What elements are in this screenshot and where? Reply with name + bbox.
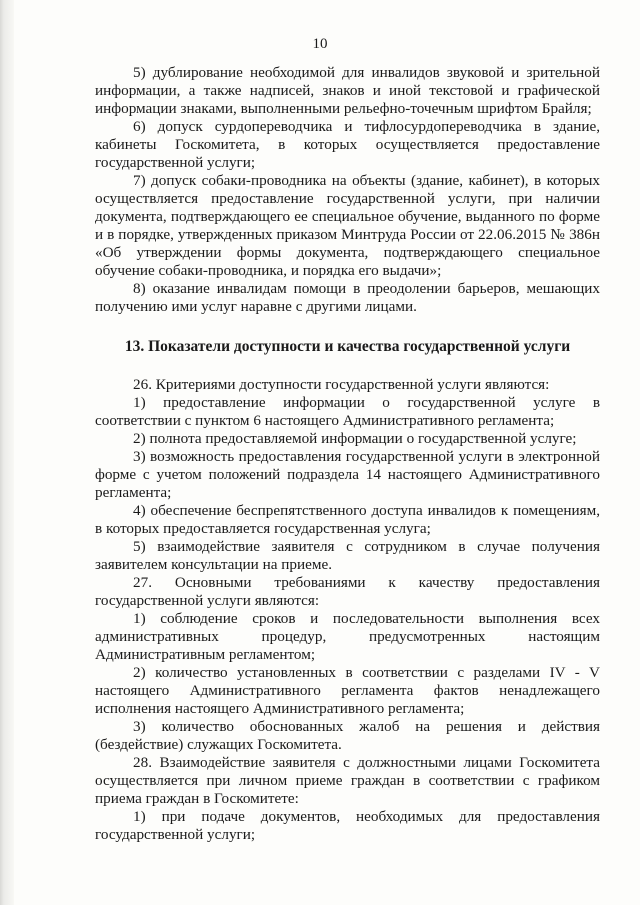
paragraph: 26. Критериями доступности государственной услуги являются:	[133, 376, 550, 393]
paragraph: 1) при подаче документов, необходимых для предоставления государственной услуги;	[95, 808, 600, 843]
section-heading: 13. Показатели доступности и качества государственной услуги	[124, 338, 571, 355]
paragraph: 2) количество установленных в соответствии с разделами IV - V настоящего Административного регламента фактов ненадлежащего исполнения настоящего Административного регламента;	[95, 664, 600, 717]
paragraph: 27. Основными требованиями к качеству предоставления государственной услуги являются:	[95, 574, 600, 609]
paragraph: 3) возможность предоставления государственной услуги в электронной форме с учетом положений подраздела 14 настоящего Административного регламента;	[95, 448, 600, 501]
paragraph: 3) количество обоснованных жалоб на решения и действия (бездействие) служащих Госкомитета.	[95, 718, 600, 753]
paragraph: 1) соблюдение сроков и последовательности выполнения всех административных процедур, предусмотренных настоящим Административным регламентом;	[95, 610, 600, 663]
page-number: 10	[312, 36, 328, 52]
paragraph: 2) полнота предоставляемой информации о государственной услуге;	[133, 430, 577, 447]
paragraph: 5) взаимодействие заявителя с сотрудником в случае получения заявителем консультации на приеме.	[95, 538, 600, 573]
paragraph: 5) дублирование необходимой для инвалидов звуковой и зрительной информации, а также надписей, знаков и иной текстовой и графической информации знаками, выполненными рельефно-точечным шрифтом Брайля;	[95, 64, 600, 117]
paragraph: 1) предоставление информации о государственной услуге в соответствии с пунктом 6 настоящего Административного регламента;	[95, 394, 600, 429]
paragraph: 28. Взаимодействие заявителя с должностными лицами Госкомитета осуществляется при личном приеме граждан в соответствии с графиком приема граждан в Госкомитете:	[95, 754, 600, 807]
paragraph: 6) допуск сурдопереводчика и тифлосурдопереводчика в здание, кабинеты Госкомитета, в которых осуществляется предоставление государственной услуги;	[95, 118, 600, 171]
scan-edge	[0, 0, 14, 905]
paragraph: 8) оказание инвалидам помощи в преодолении барьеров, мешающих получению ими услуг наравне с другими лицами.	[95, 280, 600, 315]
document-body	[95, 64, 600, 844]
paragraph: 4) обеспечение беспрепятственного доступа инвалидов к помещениям, в которых предоставляется государственная услуга;	[95, 502, 600, 537]
paragraph: 7) допуск собаки-проводника на объекты (здание, кабинет), в которых осуществляется предоставление государственной услуги, при наличии документа, подтверждающего ее специальное обучение, выданного по форме и в порядке, утвержденных приказом Минтруда России от 22.06.2015 № 386н «Об утверждении формы документа, подтверждающего специальное обучение собаки-проводника, и порядка его выдачи»;	[95, 172, 600, 279]
